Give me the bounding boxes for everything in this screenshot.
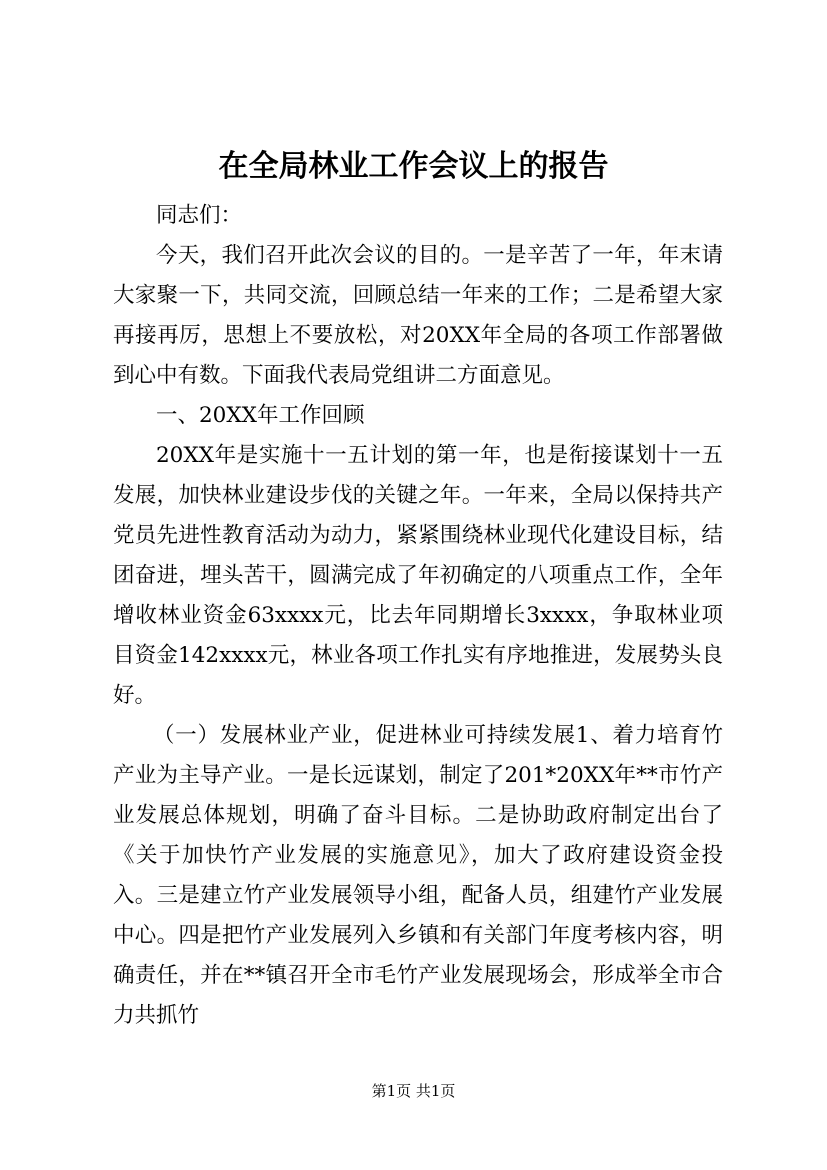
intro-paragraph: 今天，我们召开此次会议的目的。一是辛苦了一年，年末请大家聚一下，共同交流，回顾总结一年来的工作；二是希望大家再接再厉，思想上不要放松，对20XX年全局的各项工作部署做到心中有数。下面我代表局党组讲二方面意见。: [113, 243, 723, 388]
subsection-paragraph: （一）发展林业产业，促进林业可持续发展1、着力培育竹产业为主导产业。一是长远谋划，制定了201*20XX年**市竹产业发展总体规划，明确了奋斗目标。二是协助政府制定出台了《关于加快竹产业发展的实施意见》，加大了政府建设资金投入。三是建立竹产业发展领导小组，配备人员，组建竹产业发展中心。四是把竹产业发展列入乡镇和有关部门年度考核内容，明确责任，并在**镇召开全市毛竹产业发展现场会，形成举全市合力共抓竹: [113, 723, 723, 1028]
salutation-paragraph: 同志们：: [156, 203, 243, 228]
page-footer: 第1页 共1页: [371, 1082, 456, 1100]
document-title: 在全局林业工作会议上的报告: [218, 149, 609, 184]
section-heading: 一、20XX年工作回顾: [156, 403, 365, 428]
review-paragraph: 20XX年是实施十一五计划的第一年，也是衔接谋划十一五发展，加快林业建设步伐的关键之年。一年来，全局以保持共产党员先进性教育活动为动力，紧紧围绕林业现代化建设目标，结团奋进，埋头苦干，圆满完成了年初确定的八项重点工作，全年增收林业资金63xxxx元，比去年同期增长3xxxx，争取林业项目资金142xxxx元，林业各项工作扎实有序地推进，发展势头良好。: [113, 443, 723, 708]
document-body: [113, 196, 723, 1036]
